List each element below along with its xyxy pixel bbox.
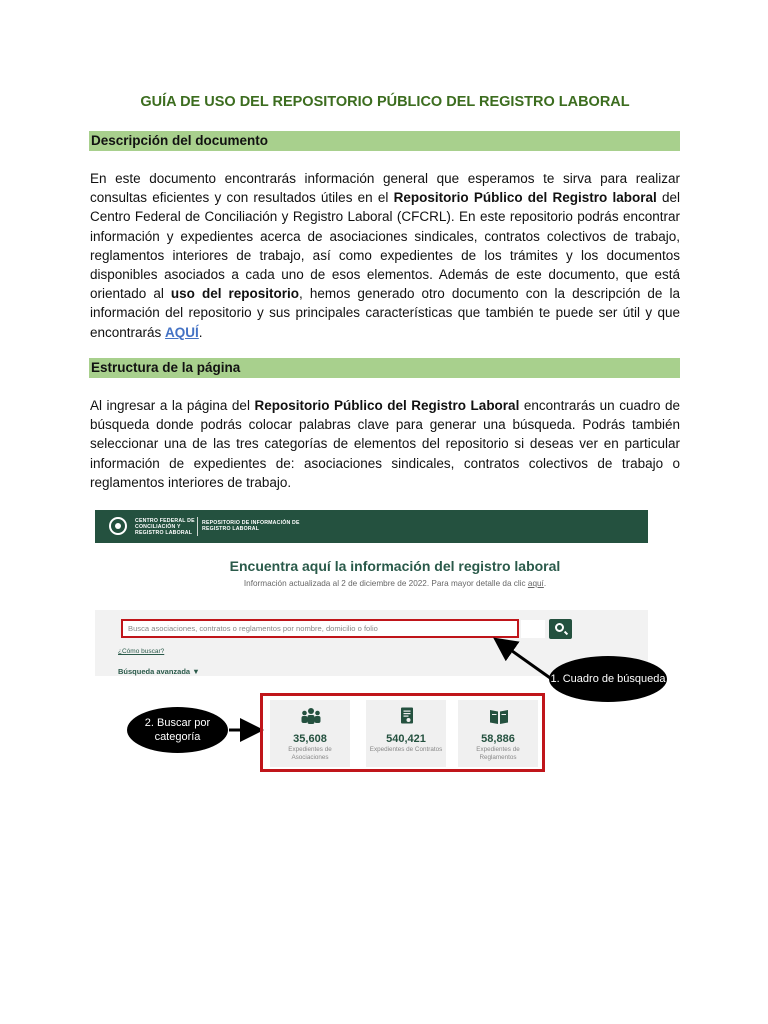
category-count: 35,608: [293, 733, 327, 745]
text-run: del Centro Federal de Conciliación y Registro Laboral (CFCRL). En este repositorio podrás encontrar información y expedientes acerca de asociaciones sindicales, contratos colectivos de trabajo, reglamentos interiores de trabajo, así como expedientes de los trámites y los documentos disponibles asociados a cada uno de esos elementos. Además de este documento, que está orientado al: [90, 190, 680, 302]
advanced-search-toggle[interactable]: Búsqueda avanzada ▼: [118, 667, 200, 676]
people-group-icon: [301, 707, 321, 725]
category-callout: 2. Buscar por categoría: [127, 707, 228, 753]
open-book-icon: [489, 707, 509, 725]
aqui-link[interactable]: AQUÍ: [165, 324, 199, 340]
document-title: GUÍA DE USO DEL REPOSITORIO PÚBLICO DEL REGISTRO LABORAL: [140, 94, 630, 110]
section-heading-description: Descripción del documento: [89, 131, 680, 151]
subtitle-end: .: [543, 579, 547, 588]
category-count: 58,886: [481, 733, 515, 745]
search-callout-arrow: [498, 641, 553, 680]
repository-page-title: Encuentra aquí la información del registro laboral: [229, 558, 561, 574]
repository-header-title: REPOSITORIO DE INFORMACIÓN DE REGISTRO LABORAL: [202, 520, 300, 532]
category-tile-contracts[interactable]: [366, 700, 446, 767]
bold-text: Repositorio Público del Registro laboral: [393, 190, 657, 206]
text-run: , hemos generado otro documento con la descripción de la información del repositorio y sus principales características que también te puede ser útil y que encontrarás: [90, 286, 681, 340]
text-run: Al ingresar a la página del: [90, 398, 255, 413]
search-box-callout: 1. Cuadro de búsqueda: [549, 656, 667, 702]
text-run: En este documento encontrarás información general que esperamos te sirva para realizar consultas eficientes y con resultados útiles en el: [90, 171, 680, 206]
cfcrl-logo-text: CENTRO FEDERAL DE CONCILIACIÓN Y REGISTRO LABORAL: [135, 518, 195, 536]
category-label: Expedientes de Contratos: [369, 746, 443, 753]
category-tile-regulations[interactable]: [458, 700, 538, 767]
bold-text: uso del repositorio: [170, 286, 300, 302]
search-input[interactable]: Busca asociaciones, contratos o reglamentos por nombre, domicilio o folio: [121, 619, 519, 638]
text-run: .: [198, 324, 203, 340]
category-label: Expedientes de Asociaciones: [288, 746, 332, 761]
category-count: 540,421: [386, 733, 426, 745]
contract-document-icon: [397, 707, 417, 725]
section-heading-structure: Estructura de la página: [89, 358, 680, 378]
how-to-search-link[interactable]: ¿Cómo buscar?: [118, 648, 165, 655]
subtitle-text: Información actualizada al 2 de diciembre de 2022. Para mayor detalle da clic: [243, 579, 528, 588]
bold-text: Repositorio Público del Registro Laboral: [254, 398, 520, 413]
text-run: encontrarás un cuadro de búsqueda donde podrás colocar palabras clave para generar una búsqueda. Podrás también seleccionar una de las tres categorías de elementos del repositorio si deseas ver en particular información de expedientes de: asociaciones sindicales, contratos colectivos de trabajo o reglamentos interiores de trabajo.: [90, 398, 681, 490]
subtitle-link[interactable]: aquí: [527, 579, 544, 588]
category-tile-associations[interactable]: [270, 700, 350, 767]
category-label: Expedientes de Reglamentos: [476, 746, 520, 761]
